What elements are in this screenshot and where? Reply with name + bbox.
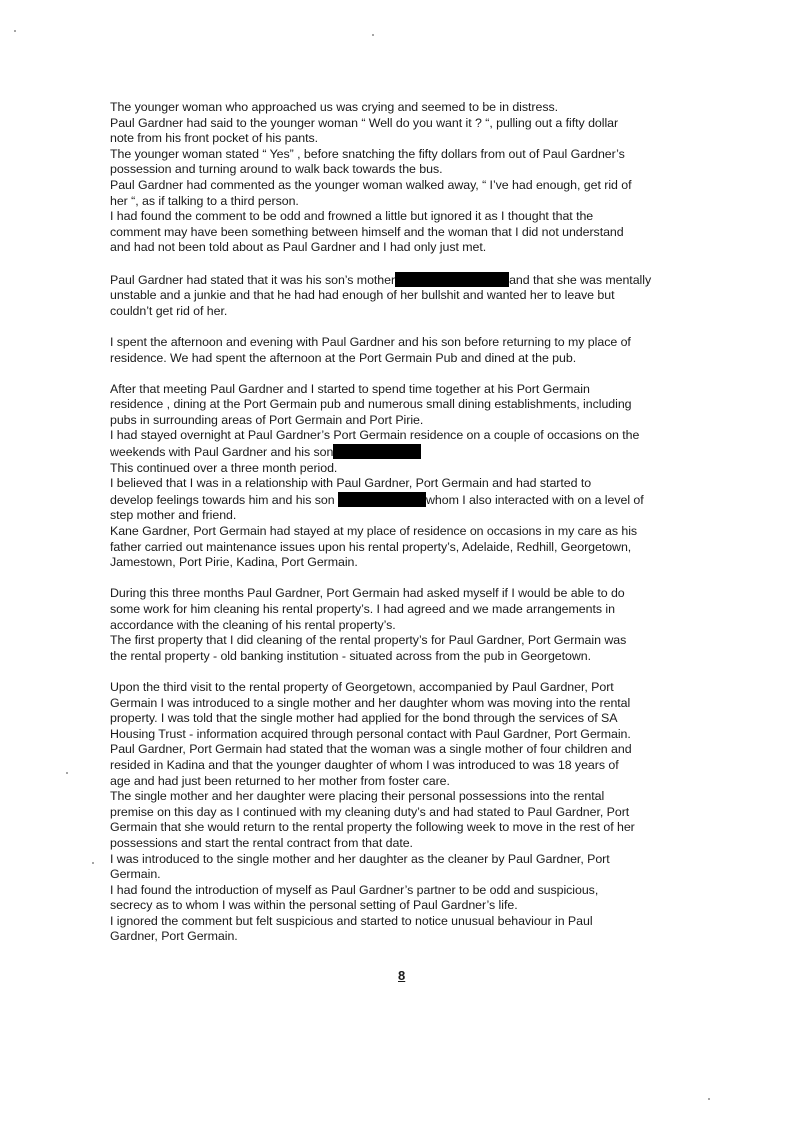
- text-line: I had found the comment to be odd and frowned a little but ignored it as I thought that the: [110, 209, 594, 224]
- scan-speck: [66, 772, 68, 774]
- redaction-box: [333, 444, 421, 459]
- text-line: The younger woman stated “ Yes” , before snatching the fifty dollars from out of Paul Gardner’s: [110, 146, 625, 161]
- text-line: residence , dining at the Port Germain pub and numerous small dining establishments, including: [110, 397, 632, 412]
- text-line: I was introduced to the single mother and her daughter as the cleaner by Paul Gardner, Port: [110, 851, 610, 866]
- document-body: [110, 100, 710, 961]
- text-line: Germain.: [110, 867, 161, 882]
- text-line: and had not been told about as Paul Gardner and I had only just met.: [110, 240, 487, 255]
- text-line-with-redaction: [110, 272, 710, 289]
- text-line: Germain that she would return to the rental property the following week to move in the rest of her: [110, 820, 635, 835]
- text-line: This continued over a three month period.: [110, 460, 338, 475]
- scan-speck: [14, 30, 16, 32]
- text-line: Paul Gardner had commented as the younger woman walked away, “ I’ve had enough, get rid of: [110, 177, 632, 192]
- scan-speck: [372, 34, 374, 36]
- text-segment: Paul Gardner had stated that it was his son’s mother: [110, 272, 396, 287]
- text-line: After that meeting Paul Gardner and I started to spend time together at his Port Germain: [110, 381, 590, 396]
- text-line: Paul Gardner, Port Germain had stated that the woman was a single mother of four children and: [110, 742, 632, 757]
- redaction-box: [338, 492, 426, 507]
- text-line: Upon the third visit to the rental property of Georgetown, accompanied by Paul Gardner, Port: [110, 679, 614, 694]
- text-line: resided in Kadina and that the younger daughter of whom I was introduced to was 18 years of: [110, 757, 619, 772]
- text-line: some work for him cleaning his rental property’s. I had agreed and we made arrangements in: [110, 602, 615, 616]
- text-segment: whom I also interacted with on a level of: [426, 492, 644, 507]
- text-line: Gardner, Port Germain.: [110, 929, 238, 944]
- paragraph-6: [110, 680, 710, 945]
- text-segment: and that she was mentally: [509, 272, 652, 287]
- text-line: note from his front pocket of his pants.: [110, 131, 319, 146]
- text-line: Paul Gardner had said to the younger woman “ Well do you want it ? “, pulling out a fifty dollar: [110, 115, 619, 130]
- text-line: Germain I was introduced to a single mother and her daughter whom was moving into the rental: [110, 695, 631, 710]
- text-line: Jamestown, Port Pirie, Kadina, Port Germain.: [110, 555, 358, 570]
- paragraph-4: [110, 382, 710, 571]
- text-line: possessions and start the rental contract from that date.: [110, 835, 413, 850]
- text-line: pubs in surrounding areas of Port Germain and Port Pirie.: [110, 412, 424, 427]
- scan-speck: [708, 1098, 710, 1100]
- text-line: During this three months Paul Gardner, Port Germain had asked myself if I would be able to do: [110, 586, 625, 601]
- scan-speck: [92, 862, 94, 864]
- text-line: I ignored the comment but felt suspicious and started to notice unusual behaviour in Paul: [110, 913, 593, 928]
- text-line: couldn’t get rid of her.: [110, 303, 228, 318]
- text-line: I believed that I was in a relationship with Paul Gardner, Port Germain and had started to: [110, 476, 592, 491]
- page-number: 8: [398, 968, 406, 983]
- text-line: premise on this day as I continued with my cleaning duty’s and had stated to Paul Gardner, Port: [110, 804, 630, 819]
- paragraph-3: [110, 335, 710, 366]
- text-segment: weekends with Paul Gardner and his son: [110, 445, 334, 460]
- text-line: Kane Gardner, Port Germain had stayed at my place of residence on occasions in my care as his: [110, 524, 638, 539]
- text-line: Housing Trust - information acquired through personal contact with Paul Gardner, Port Germain.: [110, 726, 631, 741]
- text-line: father carried out maintenance issues upon his rental property’s, Adelaide, Redhill, Georgetown,: [110, 539, 632, 554]
- text-line: residence. We had spent the afternoon at the Port Germain Pub and dined at the pub.: [110, 350, 577, 365]
- text-line: property. I was told that the single mother had applied for the bond through the services of SA: [110, 711, 618, 726]
- text-line: age and had just been returned to her mother from foster care.: [110, 773, 450, 788]
- text-line-with-redaction: [110, 492, 710, 509]
- text-line: accordance with the cleaning of his rental property’s.: [110, 617, 396, 632]
- paragraph-1: [110, 100, 710, 256]
- text-line: her “, as if talking to a third person.: [110, 193, 299, 208]
- redaction-box: [395, 272, 509, 287]
- text-segment: develop feelings towards him and his son: [110, 492, 335, 507]
- text-line: The single mother and her daughter were placing their personal possessions into the rental: [110, 789, 605, 804]
- text-line: comment may have been something between himself and the woman that I did not understand: [110, 224, 624, 239]
- paragraph-2: [110, 272, 710, 320]
- text-line: possession and turning around to walk back towards the bus.: [110, 162, 443, 177]
- text-line: The first property that I did cleaning of the rental property’s for Paul Gardner, Port Germain was: [110, 633, 627, 648]
- paragraph-5: [110, 586, 710, 664]
- text-line: I had found the introduction of myself as Paul Gardner’s partner to be odd and suspicious,: [110, 882, 599, 897]
- text-line: I spent the afternoon and evening with Paul Gardner and his son before returning to my place of: [110, 334, 631, 349]
- text-line: The younger woman who approached us was crying and seemed to be in distress.: [110, 100, 559, 114]
- text-line-with-redaction: [110, 444, 710, 461]
- text-line: I had stayed overnight at Paul Gardner’s Port Germain residence on a couple of occasions on the: [110, 428, 640, 443]
- text-line: secrecy as to whom I was within the personal setting of Paul Gardner’s life.: [110, 898, 518, 913]
- text-line: unstable and a junkie and that he had had enough of her bullshit and wanted her to leave but: [110, 288, 615, 303]
- text-line: step mother and friend.: [110, 508, 237, 523]
- text-line: the rental property - old banking institution - situated across from the pub in Georgetown.: [110, 648, 592, 663]
